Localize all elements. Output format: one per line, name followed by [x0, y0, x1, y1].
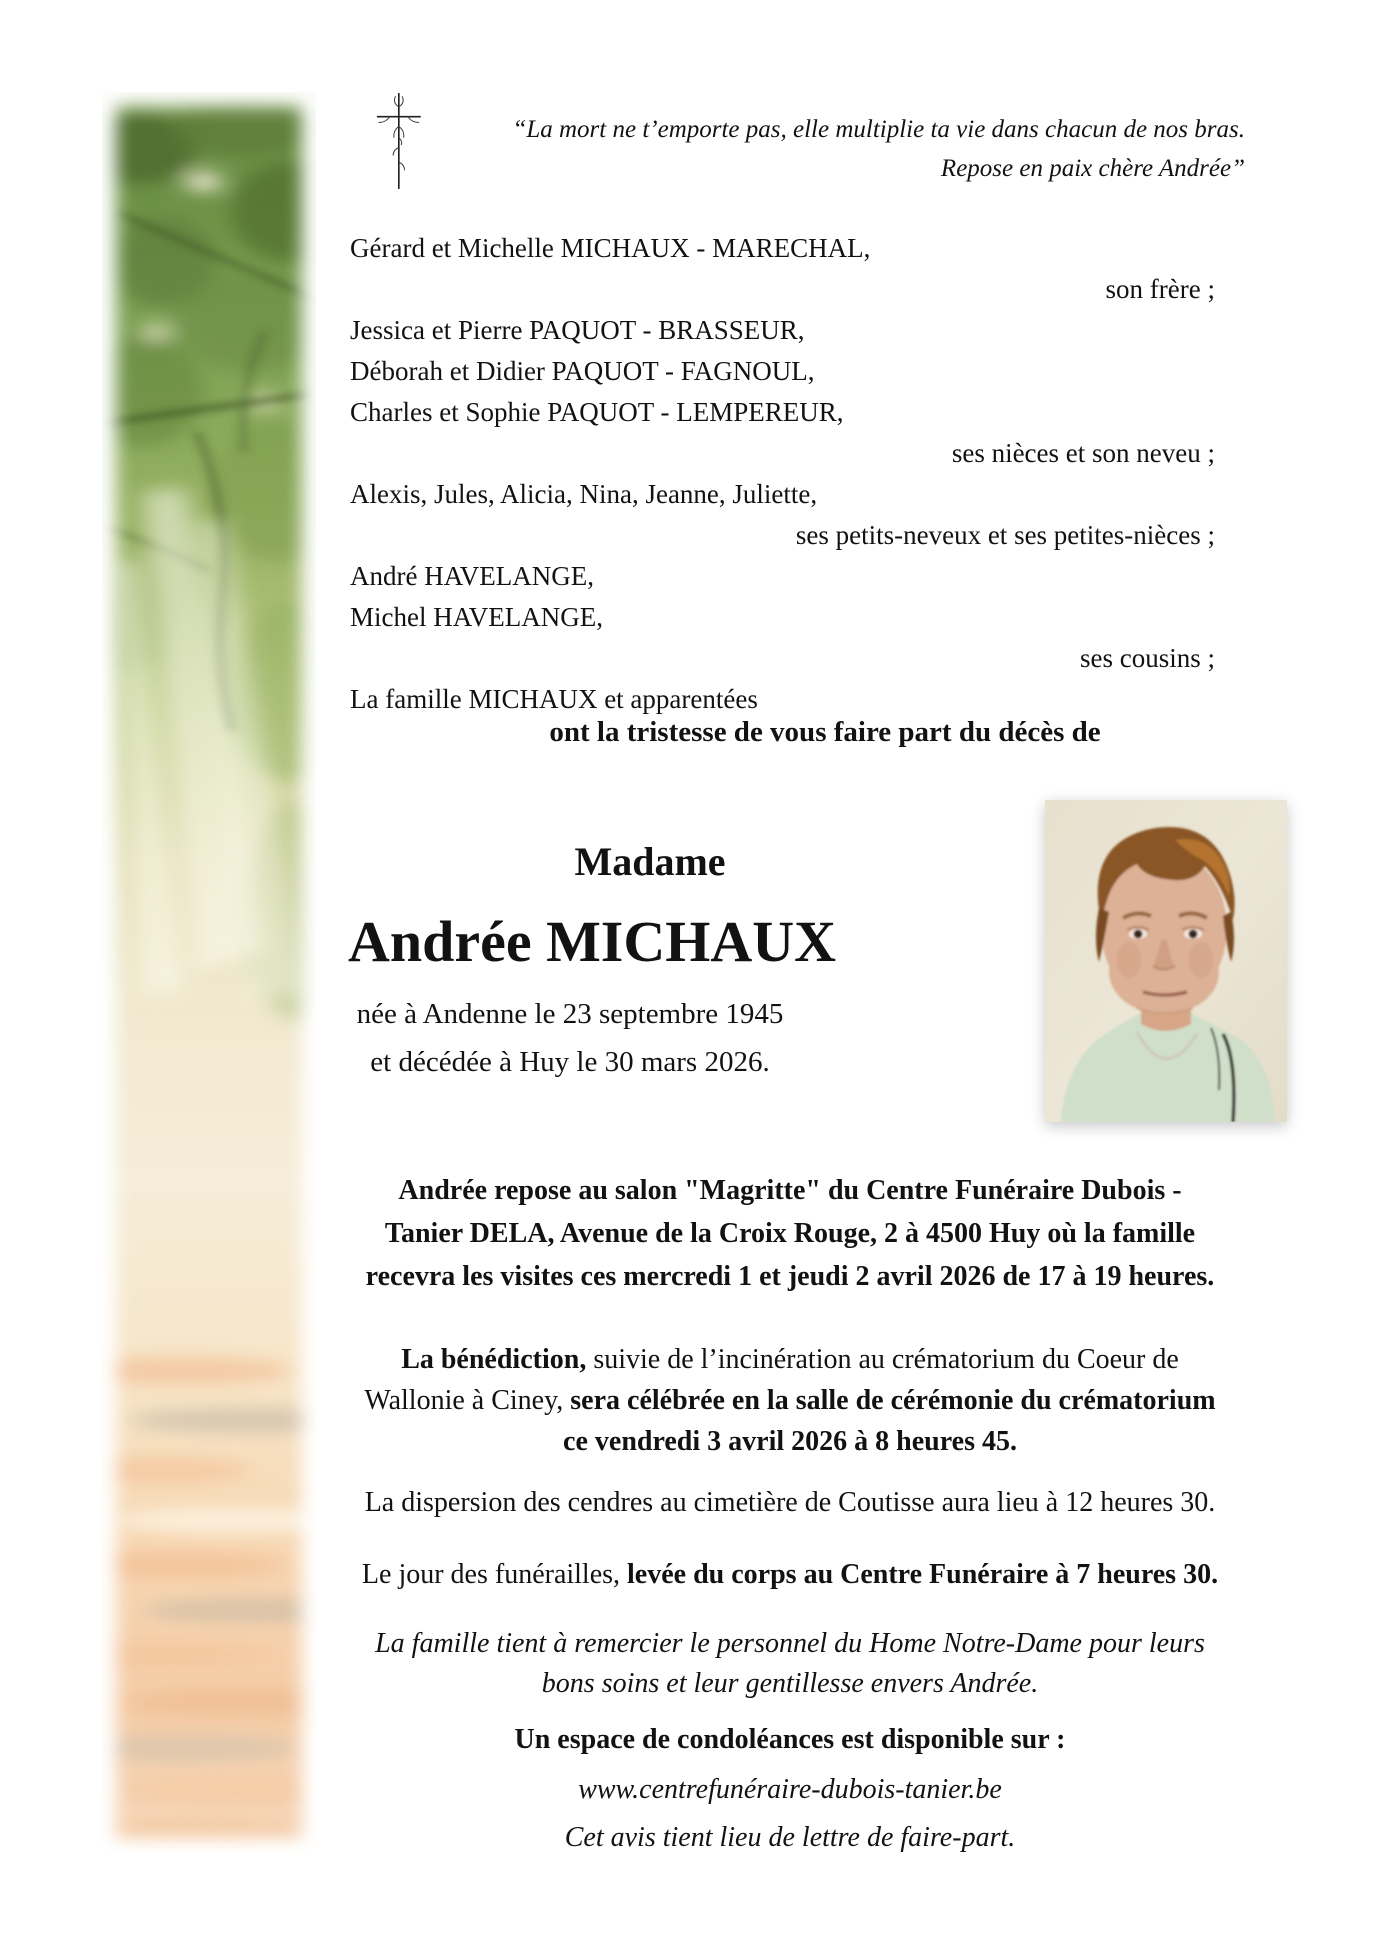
funeral-reg: Le jour des funérailles,	[361, 1559, 628, 1590]
thanks-line-1: La famille tient à remercier le personnel du Home Notre-Dame pour leurs	[375, 1628, 1205, 1659]
relation-label-nieces: ses nièces et son neveu ;	[951, 438, 1215, 468]
benediction-line-2	[330, 1380, 1250, 1421]
repose-line-2: Tanier DELA, Avenue de la Croix Rouge, 2 à 4500 Huy où la famille	[384, 1218, 1196, 1249]
forest-path-illustration	[102, 92, 316, 1852]
benediction-reg-2: Wallonie à Ciney,	[364, 1385, 571, 1416]
repose-line-1: Andrée repose au salon "Magritte" du Centre Funéraire Dubois -	[398, 1175, 1182, 1206]
thanks-line-2: bons soins et leur gentillesse envers Andrée.	[541, 1668, 1039, 1699]
deceased-name: Andrée MICHAUX	[347, 909, 837, 974]
repose-line-3: recevra les visites ces mercredi 1 et jeudi 2 avril 2026 de 17 à 19 heures.	[365, 1261, 1215, 1292]
quote-line-2: Repose en paix chère Andrée”	[940, 155, 1245, 182]
deceased-death-line: et décédée à Huy le 30 mars 2026.	[370, 1046, 770, 1078]
relation-label-cousins: ses cousins ;	[1080, 643, 1215, 673]
funeral-bold: levée du corps au Centre Funéraire à 7 heures 30.	[627, 1559, 1219, 1590]
quote-line-1: “La mort ne t’emporte pas, elle multiplie ta vie dans chacun de nos bras.	[512, 116, 1245, 143]
family-line-niece-3: Charles et Sophie PAQUOT - LEMPEREUR,	[350, 397, 844, 427]
family-line-extended: La famille MICHAUX et apparentées	[350, 684, 758, 714]
benediction-paragraph	[330, 1339, 1250, 1462]
death-announcement-line: ont la tristesse de vous faire part du décès de	[549, 716, 1101, 748]
family-line-grandnephews: Alexis, Jules, Alicia, Nina, Jeanne, Juliette,	[350, 479, 818, 509]
deceased-portrait-photo	[1045, 800, 1287, 1122]
ashes-dispersion-line: La dispersion des cendres au cimetière de Coutisse aura lieu à 12 heures 30.	[364, 1487, 1216, 1518]
family-line-niece-1: Jessica et Pierre PAQUOT - BRASSEUR,	[350, 315, 805, 345]
deceased-title: Madame	[574, 839, 726, 884]
family-line-brother: Gérard et Michelle MICHAUX - MARECHAL,	[350, 233, 871, 263]
funeral-home-website: www.centrefunéraire-dubois-tanier.be	[578, 1774, 1002, 1805]
family-line-niece-2: Déborah et Didier PAQUOT - FAGNOUL,	[350, 356, 815, 386]
family-list	[350, 228, 1215, 720]
condolences-line: Un espace de condoléances est disponible sur :	[514, 1724, 1066, 1755]
memorial-quote	[400, 110, 1245, 188]
repose-paragraph	[330, 1169, 1250, 1298]
benediction-line-3	[330, 1421, 1250, 1462]
elderly-woman-portrait	[1045, 800, 1287, 1122]
thanks-paragraph	[330, 1624, 1250, 1704]
benediction-bold-2: sera célébrée en la salle de cérémonie du crématorium	[570, 1385, 1216, 1416]
relation-label-grandnephews: ses petits-neveux et ses petites-nièces ;	[795, 520, 1215, 550]
benediction-bold-3: ce vendredi 3 avril 2026 à 8 heures 45.	[563, 1426, 1017, 1457]
forest-path-photo-strip	[102, 92, 316, 1852]
funeral-day-line	[330, 1559, 1250, 1591]
deceased-birth-line: née à Andenne le 23 septembre 1945	[356, 998, 784, 1030]
notice-line: Cet avis tient lieu de lettre de faire-part.	[564, 1822, 1016, 1853]
benediction-reg-1: suivie de l’incinération au crématorium du Coeur de	[586, 1344, 1179, 1375]
benediction-bold-1: La bénédiction,	[401, 1344, 587, 1375]
relation-label-brother: son frère ;	[1105, 274, 1215, 304]
family-line-cousin-1: André HAVELANGE,	[350, 561, 594, 591]
family-line-cousin-2: Michel HAVELANGE,	[350, 602, 603, 632]
benediction-line-1	[330, 1339, 1250, 1380]
